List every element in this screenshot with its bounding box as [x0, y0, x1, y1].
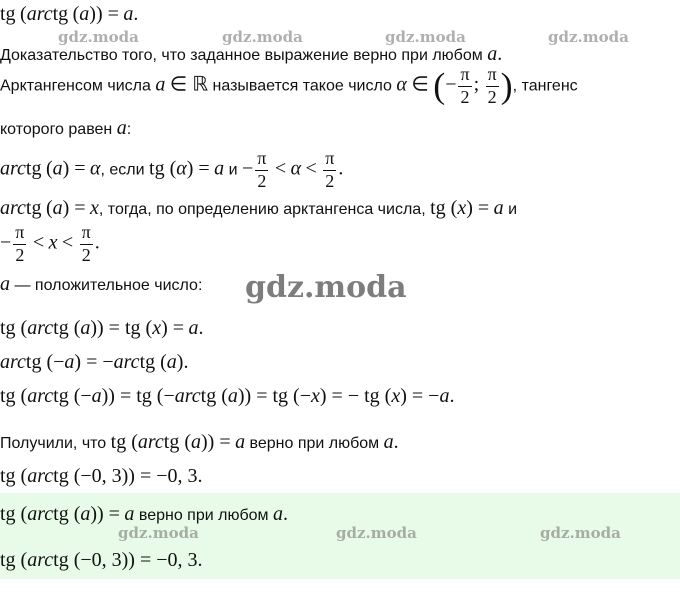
- math-var-a: a: [80, 317, 91, 339]
- text-colon: :: [126, 121, 132, 138]
- math-expression: tg (−0, 3)) = −0, 3.: [53, 465, 203, 487]
- fraction-pi-over-2: [486, 64, 499, 108]
- fraction-denominator: 2: [486, 86, 499, 109]
- math-in-reals: ∈ ℝ: [169, 73, 209, 96]
- math-expression: ) = −: [74, 351, 114, 373]
- line-arctg-definition: [0, 148, 343, 192]
- math-var-a: a: [52, 157, 63, 180]
- math-minus: −: [242, 157, 254, 180]
- math-tg: tg (: [53, 503, 81, 525]
- math-var-a: a: [272, 503, 283, 525]
- answer-line-identity: [0, 502, 288, 526]
- math-var-a: a: [124, 503, 135, 525]
- math-close-paren: ): [500, 65, 513, 106]
- math-tg: tg: [25, 197, 42, 219]
- math-equals: ) =: [186, 157, 210, 180]
- math-alpha: α: [396, 73, 407, 96]
- math-less-than: <: [32, 231, 45, 254]
- math-var-a: a: [383, 431, 394, 453]
- math-less-than: <: [61, 231, 74, 254]
- math-tg: tg: [0, 3, 16, 25]
- math-var-a: a: [188, 317, 199, 339]
- fraction-numerator: π: [257, 148, 267, 168]
- text-and: и: [508, 201, 517, 218]
- math-arc: arc: [0, 197, 26, 219]
- text-true-for-any: верно при любом: [138, 507, 269, 524]
- math-equals: ) =: [62, 157, 86, 180]
- math-equals: ) =: [161, 317, 185, 339]
- math-tg: tg (: [139, 351, 167, 373]
- watermark-logo: gdz.moda: [540, 524, 621, 542]
- math-var-x: x: [90, 197, 99, 219]
- math-tg: tg (: [53, 317, 81, 339]
- watermark-logo: gdz.moda: [385, 28, 466, 46]
- math-arc: arc: [27, 385, 54, 407]
- math-tg: tg (−: [53, 385, 92, 407]
- math-in: ∈: [411, 73, 429, 96]
- watermark-logo: gdz.moda: [222, 28, 303, 46]
- math-var-a: a: [235, 431, 246, 453]
- math-var-a: a: [214, 157, 225, 180]
- line-identity-statement: [0, 2, 138, 26]
- math-period: .: [198, 317, 204, 339]
- math-arc: arc: [27, 465, 54, 487]
- line-definition-cont: [0, 116, 131, 140]
- line-arctg-equals-x: [0, 196, 517, 220]
- math-var-a: a: [439, 385, 450, 407]
- fraction-pi-over-2: [80, 222, 93, 266]
- math-var-a: a: [487, 43, 498, 65]
- math-tg: tg (: [430, 197, 458, 219]
- math-expression: )) = tg (−: [237, 385, 311, 407]
- math-var-a: a: [227, 385, 238, 407]
- math-arc: arc: [113, 351, 140, 373]
- text-which-equals: которого равен: [0, 121, 113, 138]
- text-by-definition: , тогда, по определению арктангенса числа,: [98, 201, 426, 218]
- line-x-range: [0, 222, 100, 266]
- math-var-a: a: [116, 117, 127, 139]
- math-equals: ) =: [62, 197, 86, 219]
- math-paren: (: [72, 3, 80, 25]
- math-semicolon: ;: [473, 73, 480, 96]
- math-equals: ) =: [466, 197, 490, 219]
- math-var-a: a: [123, 3, 134, 25]
- math-alpha: α: [90, 157, 101, 180]
- math-var-a: a: [80, 503, 91, 525]
- math-minus: −: [445, 73, 457, 96]
- line-tg-arctg-minus-a: [0, 384, 454, 408]
- math-var-x: x: [48, 231, 58, 254]
- fraction-numerator: π: [460, 64, 470, 84]
- math-arc: arc: [27, 503, 54, 525]
- math-var-a: a: [91, 385, 102, 407]
- math-tg: tg: [25, 157, 42, 180]
- math-arc: arc: [0, 157, 26, 180]
- math-open-paren: (: [433, 65, 446, 106]
- math-var-x: x: [391, 385, 401, 407]
- math-var-a: a: [493, 197, 504, 219]
- fraction-numerator: π: [487, 64, 497, 84]
- math-var-a: a: [0, 273, 10, 295]
- math-arc: arc: [26, 3, 53, 25]
- math-period: .: [338, 157, 344, 180]
- math-expression: )) = tg (−: [101, 385, 175, 407]
- line-positive-number: [0, 272, 202, 296]
- math-var-x: x: [152, 317, 162, 339]
- text-proof-intro: Доказательство того, что заданное выражение верно при любом: [0, 47, 483, 64]
- fraction-denominator: 2: [323, 170, 336, 193]
- math-tg: tg (−: [25, 351, 65, 373]
- watermark-logo: gdz.moda: [548, 28, 629, 46]
- math-var-a: a: [191, 431, 202, 453]
- math-var-a: a: [52, 197, 63, 219]
- math-tg: tg (: [0, 317, 28, 339]
- math-arc: arc: [27, 317, 54, 339]
- line-definition: [0, 64, 578, 108]
- math-less-than: <: [305, 157, 317, 180]
- math-tg: tg (: [0, 385, 28, 407]
- math-alpha: α: [290, 157, 302, 180]
- math-arc: arc: [0, 351, 26, 373]
- math-paren: (: [45, 157, 53, 180]
- fraction-pi-over-2: [458, 64, 471, 108]
- fraction-pi-over-2: [13, 222, 26, 266]
- math-period: .: [449, 385, 455, 407]
- math-expression: ) = −: [400, 385, 440, 407]
- math-arc: arc: [174, 385, 201, 407]
- math-period: .: [94, 231, 100, 254]
- answer-line-numeric: [0, 548, 203, 572]
- math-tg: tg (: [163, 431, 192, 453]
- math-period: .: [393, 431, 399, 453]
- fraction-numerator: π: [325, 148, 335, 168]
- text-if: , если: [100, 161, 145, 179]
- math-arc: arc: [137, 431, 164, 453]
- fraction-denominator: 2: [13, 244, 26, 267]
- line-arctg-odd: [0, 350, 188, 374]
- math-alpha: α: [176, 157, 187, 180]
- math-expression: )) = tg (: [90, 317, 153, 339]
- fraction-pi-over-2: [255, 148, 268, 192]
- math-period: .: [282, 503, 288, 525]
- math-equals: )) =: [201, 431, 231, 453]
- math-tg: tg (: [0, 503, 28, 525]
- watermark-logo: gdz.moda: [58, 28, 139, 46]
- fraction-denominator: 2: [255, 170, 268, 193]
- math-var-x: x: [311, 385, 320, 407]
- text-obtained: Получили, что: [0, 435, 107, 452]
- fraction-denominator: 2: [458, 86, 471, 109]
- math-tg: tg (: [0, 549, 28, 571]
- math-var-a: a: [64, 351, 75, 373]
- math-tg: tg: [52, 3, 69, 25]
- math-tg: tg (: [149, 157, 177, 180]
- math-expression: tg (−0, 3)) = −0, 3.: [53, 549, 203, 571]
- fraction-numerator: π: [81, 222, 91, 242]
- math-paren: (: [20, 3, 27, 25]
- line-numeric-example: [0, 464, 203, 488]
- text-and: и: [228, 161, 238, 179]
- math-arc: arc: [27, 549, 54, 571]
- text-definition-mid: называется такое число: [212, 77, 392, 95]
- math-equals: )) =: [90, 503, 120, 525]
- watermark-logo: gdz.moda: [336, 524, 417, 542]
- math-paren: (: [45, 197, 53, 219]
- math-tg: tg (: [200, 385, 228, 407]
- math-expression: ).: [176, 351, 189, 373]
- math-expression: ) = − tg (: [319, 385, 392, 407]
- line-tg-arctg-a: [0, 316, 203, 340]
- math-minus: −: [0, 231, 12, 254]
- math-tg: tg (: [0, 465, 28, 487]
- text-positive-number: — положительное число:: [14, 277, 203, 294]
- text-true-for-any: верно при любом: [249, 435, 380, 452]
- math-var-x: x: [457, 197, 467, 219]
- text-definition-start: Арктангенсом числа: [0, 77, 151, 95]
- fraction-denominator: 2: [80, 244, 93, 267]
- watermark-logo: gdz.moda: [118, 524, 199, 542]
- math-var-a: a: [79, 3, 90, 25]
- math-period: .: [133, 3, 139, 25]
- math-equals: )) =: [89, 3, 119, 25]
- math-var-a: a: [155, 73, 166, 96]
- math-less-than: <: [274, 157, 287, 180]
- line-conclusion: [0, 430, 399, 454]
- fraction-pi-over-2: [323, 148, 336, 192]
- fraction-numerator: π: [15, 222, 25, 242]
- text-definition-end: , тангенс: [512, 77, 578, 95]
- math-var-a: a: [166, 351, 177, 373]
- math-tg: tg (: [110, 431, 138, 453]
- math-period: .: [497, 43, 503, 65]
- watermark-logo-large: gdz.moda: [245, 270, 407, 305]
